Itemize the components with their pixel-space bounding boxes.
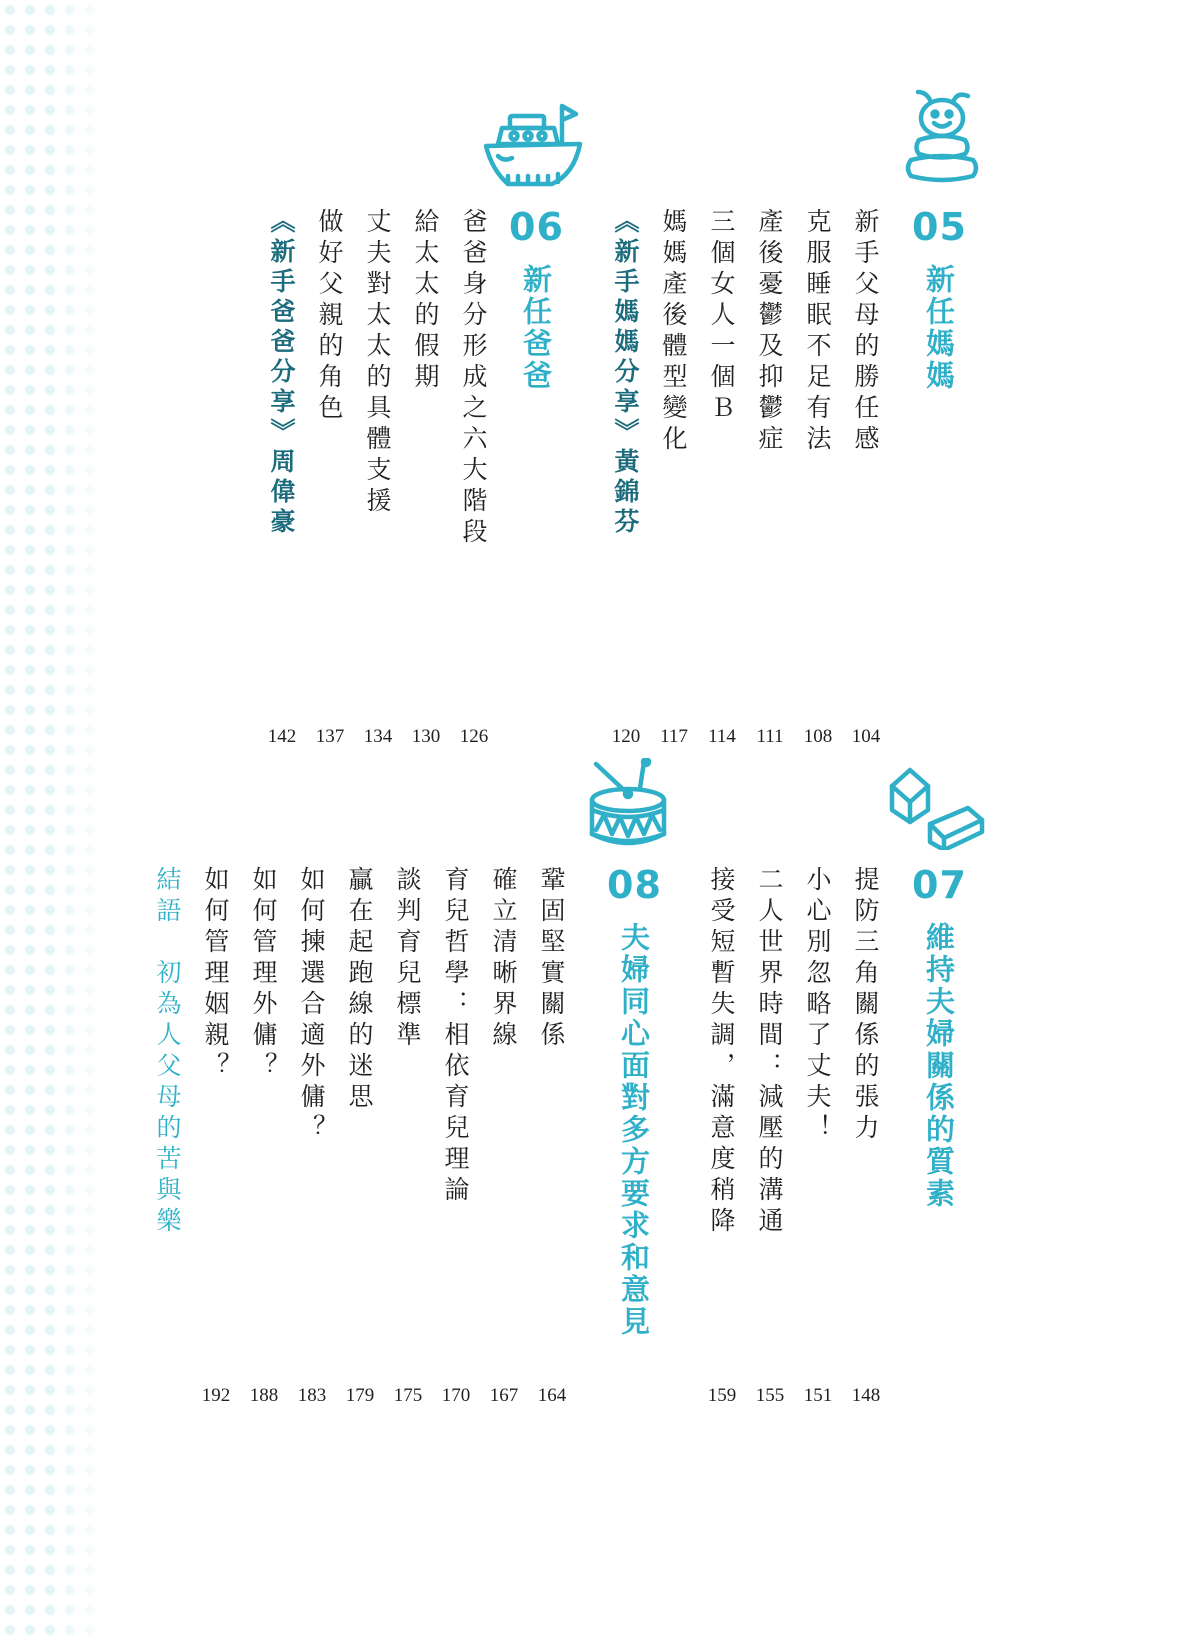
page-number-08-2: 167 [489, 1385, 519, 1406]
toc-entry-07-2[interactable]: 小心別忽略了丈夫！ [803, 866, 832, 1145]
page-number-06-4: 137 [315, 726, 345, 747]
toc-entry-05-1[interactable]: 新手父母的勝任感 [851, 208, 880, 456]
page-number-06-1: 126 [459, 726, 489, 747]
toc-entry-06-2[interactable]: 給太太的假期 [411, 208, 440, 394]
page-number-08-6: 183 [297, 1385, 327, 1406]
section-08-number: 08 [607, 863, 662, 907]
toc-entry-05-2[interactable]: 克服睡眠不足有法 [803, 208, 832, 456]
page-number-08-7: 188 [249, 1385, 279, 1406]
toc-entry-06-3[interactable]: 丈夫對太太的具體支援 [363, 208, 392, 518]
toc-entry-07-4[interactable]: 接受短暫失調，滿意度稍降 [707, 866, 736, 1238]
page-number-06-2: 130 [411, 726, 441, 747]
section-08-title: 夫婦同心面對多方要求和意見 [617, 922, 651, 1338]
page-number-06-5: 142 [267, 726, 297, 747]
page-number-07-4: 159 [707, 1385, 737, 1406]
toc-entry-08-1[interactable]: 鞏固堅實關係 [537, 866, 566, 1052]
page-number-07-3: 155 [755, 1385, 785, 1406]
page-number-05-2: 108 [803, 726, 833, 747]
section-07-title: 維持夫婦關係的質素 [922, 922, 956, 1210]
section-07-number: 07 [912, 863, 967, 907]
page-number-08-3: 170 [441, 1385, 471, 1406]
page-number-07-2: 151 [803, 1385, 833, 1406]
toc-entry-06-1[interactable]: 爸爸身分形成之六大階段 [459, 208, 488, 549]
section-05-title: 新任媽媽 [922, 264, 956, 392]
boat-icon [482, 100, 584, 192]
dot-pattern-decoration [0, 0, 110, 1638]
toc-entry-05-6[interactable]: 《新手媽媽分享》黃錦芬 [611, 208, 640, 538]
toc-entry-08-5[interactable]: 贏在起跑線的迷思 [345, 866, 374, 1114]
toc-entry-08-8[interactable]: 如何管理姻親？ [201, 866, 230, 1083]
page-number-05-3: 111 [756, 726, 784, 747]
page-number-05-4: 114 [708, 726, 736, 747]
page-number-05-1: 104 [851, 726, 881, 747]
toc-entry-08-2[interactable]: 確立清晰界線 [489, 866, 518, 1052]
toc-entry-08-6[interactable]: 如何揀選合適外傭？ [297, 866, 326, 1145]
toc-entry-06-5[interactable]: 《新手爸爸分享》周偉豪 [267, 208, 296, 538]
drum-icon [588, 758, 668, 852]
toc-entry-05-5[interactable]: 媽媽產後體型變化 [659, 208, 688, 456]
stacking-toy-icon [902, 88, 982, 188]
page-number-08-1: 164 [537, 1385, 567, 1406]
toc-entry-08-3[interactable]: 育兒哲學：相依育兒理論 [441, 866, 470, 1207]
page-number-08-5: 179 [345, 1385, 375, 1406]
section-05-number: 05 [912, 205, 967, 249]
section-06-number: 06 [509, 205, 564, 249]
section-06-title: 新任爸爸 [519, 264, 553, 392]
toc-entry-06-4[interactable]: 做好父親的角色 [315, 208, 344, 425]
toc-entry-05-3[interactable]: 產後憂鬱及抑鬱症 [755, 208, 784, 456]
toc-entry-08-7[interactable]: 如何管理外傭？ [249, 866, 278, 1083]
page-number-05-6: 120 [611, 726, 641, 747]
toc-entry-closing[interactable]: 結語 初為人父母的苦與樂 [153, 866, 182, 1238]
blocks-icon [886, 766, 986, 850]
toc-entry-05-4[interactable]: 三個女人一個Ｂ [707, 208, 736, 425]
page-number-06-3: 134 [363, 726, 393, 747]
page-number-08-4: 175 [393, 1385, 423, 1406]
page-number-07-1: 148 [851, 1385, 881, 1406]
page-number-05-5: 117 [660, 726, 688, 747]
toc-entry-08-4[interactable]: 談判育兒標準 [393, 866, 422, 1052]
toc-entry-07-3[interactable]: 二人世界時間：減壓的溝通 [755, 866, 784, 1238]
toc-entry-07-1[interactable]: 提防三角關係的張力 [851, 866, 880, 1145]
page-number-08-8: 192 [201, 1385, 231, 1406]
